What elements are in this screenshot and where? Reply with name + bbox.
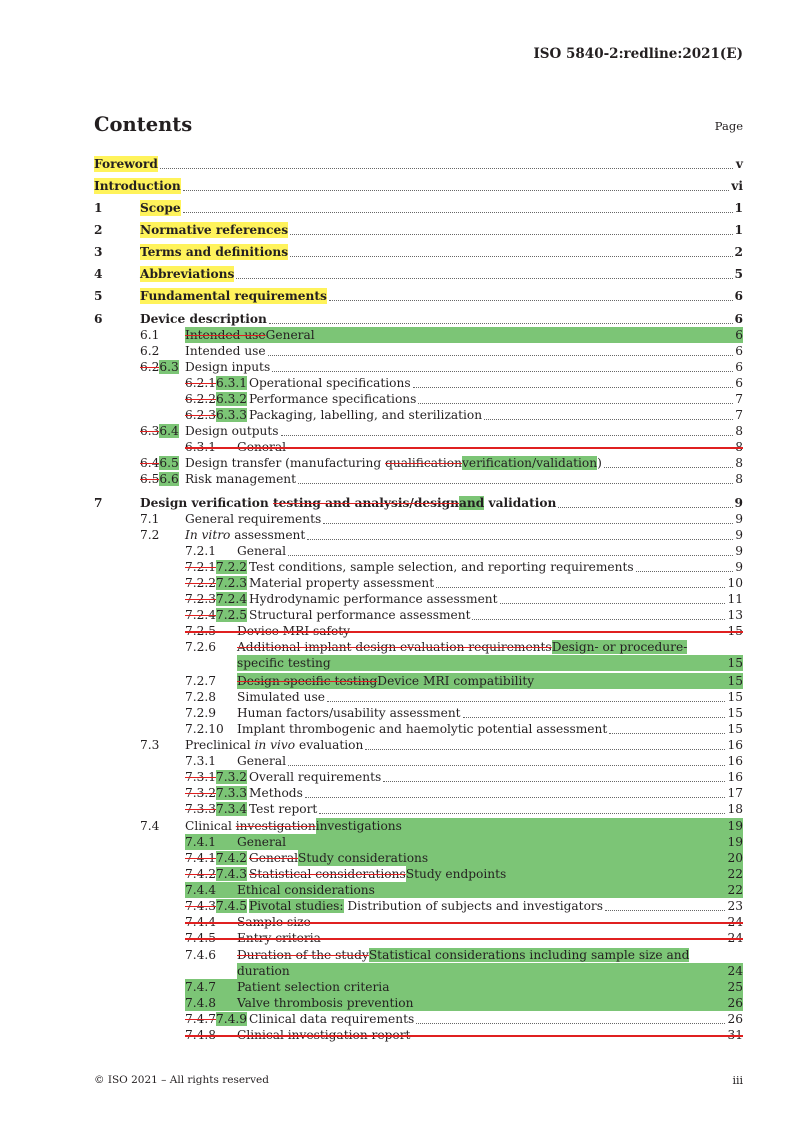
toc-entry-1[interactable]: 1 Scope 1: [94, 201, 743, 215]
toc-entry-7-2-9[interactable]: 7.2.9 Human factors/usability assessment 15: [185, 706, 743, 720]
toc-entry-7-4-5[interactable]: 7.4.37.4.5 Pivotal studies: Distribution of subjects and investigators 23: [185, 899, 743, 913]
deletion-strike-line: [185, 1035, 743, 1037]
toc-entry-7-4-8-deleted[interactable]: [94, 1027, 743, 1043]
deletion-strike-line: [185, 447, 743, 449]
toc-entry-3[interactable]: 3 Terms and definitions 2: [94, 245, 743, 259]
toc-entry-6-2[interactable]: 6.2 Intended use 6: [140, 344, 743, 358]
toc-entry-7-2-5-deleted[interactable]: [94, 623, 743, 639]
toc-entry-7-4-9[interactable]: 7.4.77.4.9 Clinical data requirements 26: [185, 1012, 743, 1026]
toc-entry-6-6[interactable]: 6.56.6 Risk management 8: [140, 472, 743, 486]
toc-entry-7-4-6[interactable]: 7.4.6 Duration of the studyStatistical considerations including sample size and: [185, 948, 690, 962]
toc-entry-7-4-3[interactable]: 7.4.27.4.3 Statistical considerations Study endpoints 22: [185, 867, 743, 881]
deletion-strike-line: [185, 922, 743, 924]
toc-entry-7-2-5[interactable]: 7.2.47.2.5 Structural performance assessment 13: [185, 608, 743, 622]
toc-entry-6-1[interactable]: 6.1 Intended useGeneral 6: [140, 328, 743, 342]
toc-entry-7-3[interactable]: 7.3 Preclinical in vivo evaluation 16: [140, 738, 743, 752]
deletion-strike-line: [185, 938, 743, 940]
deletion-strike-line: [185, 631, 743, 633]
toc-entry-7-4-5-deleted[interactable]: [94, 930, 743, 946]
toc-entry-7-3-1[interactable]: 7.3.1 General 16: [185, 754, 743, 768]
toc-entry-7-2-1[interactable]: 7.2.1 General 9: [185, 544, 743, 558]
toc-entry-6-3-1[interactable]: 6.2.16.3.1 Operational specifications 6: [185, 376, 743, 390]
toc-entry-6-4[interactable]: 6.36.4 Design outputs 8: [140, 424, 743, 438]
toc-entry-7-2-6-cont[interactable]: specific testing 15: [237, 656, 743, 670]
toc-entry-7-4[interactable]: 7.4 Clinical investigation investigations 19: [140, 819, 743, 833]
toc-entry-7-2-6[interactable]: 7.2.6 Additional implant design evaluation requirementsDesign- or procedure-: [185, 640, 688, 654]
toc-entry-7-4-4[interactable]: 7.4.4 Ethical considerations 22: [185, 883, 743, 897]
toc-entry-7-4-2[interactable]: 7.4.17.4.2 General Study considerations 20: [185, 851, 743, 865]
toc-entry-7-2-8[interactable]: 7.2.8 Simulated use 15: [185, 690, 743, 704]
toc-entry-6-5[interactable]: 6.46.5 Design transfer (manufacturing qualificationverification/validation) 8: [140, 456, 743, 470]
toc-entry-2[interactable]: 2 Normative references 1: [94, 223, 743, 237]
toc-entry-6-3[interactable]: 6.26.3 Design inputs 6: [140, 360, 743, 374]
contents-title: Contents: [94, 113, 193, 136]
toc-entry-7-2-7[interactable]: 7.2.7 Design specific testingDevice MRI compatibility 15: [185, 674, 743, 688]
footer-page-number: iii: [732, 1074, 743, 1087]
toc-entry-4[interactable]: 4 Abbreviations 5: [94, 267, 743, 281]
toc-entry-7-2-10[interactable]: 7.2.10 Implant thrombogenic and haemolytic potential assessment 15: [185, 722, 743, 736]
toc-entry-6-3-2[interactable]: 6.2.26.3.2 Performance specifications 7: [185, 392, 743, 406]
toc-entry-7-2-3[interactable]: 7.2.27.2.3 Material property assessment 10: [185, 576, 743, 590]
toc-entry-7-1[interactable]: 7.1 General requirements 9: [140, 512, 743, 526]
toc-entry-7-3-4[interactable]: 7.3.37.3.4 Test report 18: [185, 802, 743, 816]
toc-entry-7-3-3[interactable]: 7.3.27.3.3 Methods 17: [185, 786, 743, 800]
toc-entry-7-2-2[interactable]: 7.2.17.2.2 Test conditions, sample selection, and reporting requirements 9: [185, 560, 743, 574]
toc-entry-6-3-1-deleted[interactable]: [94, 439, 743, 455]
toc-entry-6[interactable]: 6 Device description 6: [94, 312, 743, 326]
toc-entry-7-4-4-deleted[interactable]: [94, 914, 743, 930]
toc-entry-foreword[interactable]: Foreword v: [94, 157, 743, 171]
footer-copyright: © ISO 2021 – All rights reserved: [94, 1074, 269, 1086]
toc-entry-introduction[interactable]: Introduction vi: [94, 179, 743, 193]
toc-entry-7-2-4[interactable]: 7.2.37.2.4 Hydrodynamic performance assessment 11: [185, 592, 743, 606]
toc-entry-6-3-3[interactable]: 6.2.36.3.3 Packaging, labelling, and sterilization 7: [185, 408, 743, 422]
toc-entry-7-2[interactable]: 7.2 In vitro assessment 9: [140, 528, 743, 542]
page-column-label: Page: [714, 119, 743, 133]
toc-entry-7-4-7[interactable]: 7.4.7 Patient selection criteria 25: [185, 980, 743, 994]
toc-entry-5[interactable]: 5 Fundamental requirements 6: [94, 289, 743, 303]
toc-entry-7-3-2[interactable]: 7.3.17.3.2 Overall requirements 16: [185, 770, 743, 784]
toc-entry-7-4-1[interactable]: 7.4.1 General 19: [185, 835, 743, 849]
document-code: ISO 5840-2:redline:2021(E): [533, 46, 743, 62]
toc-entry-7-4-6-cont[interactable]: duration 24: [237, 964, 743, 978]
toc-entry-7-4-8[interactable]: 7.4.8 Valve thrombosis prevention 26: [185, 996, 743, 1010]
toc-entry-7[interactable]: 7 Design verification testing and analysis/designand validation 9: [94, 496, 743, 510]
